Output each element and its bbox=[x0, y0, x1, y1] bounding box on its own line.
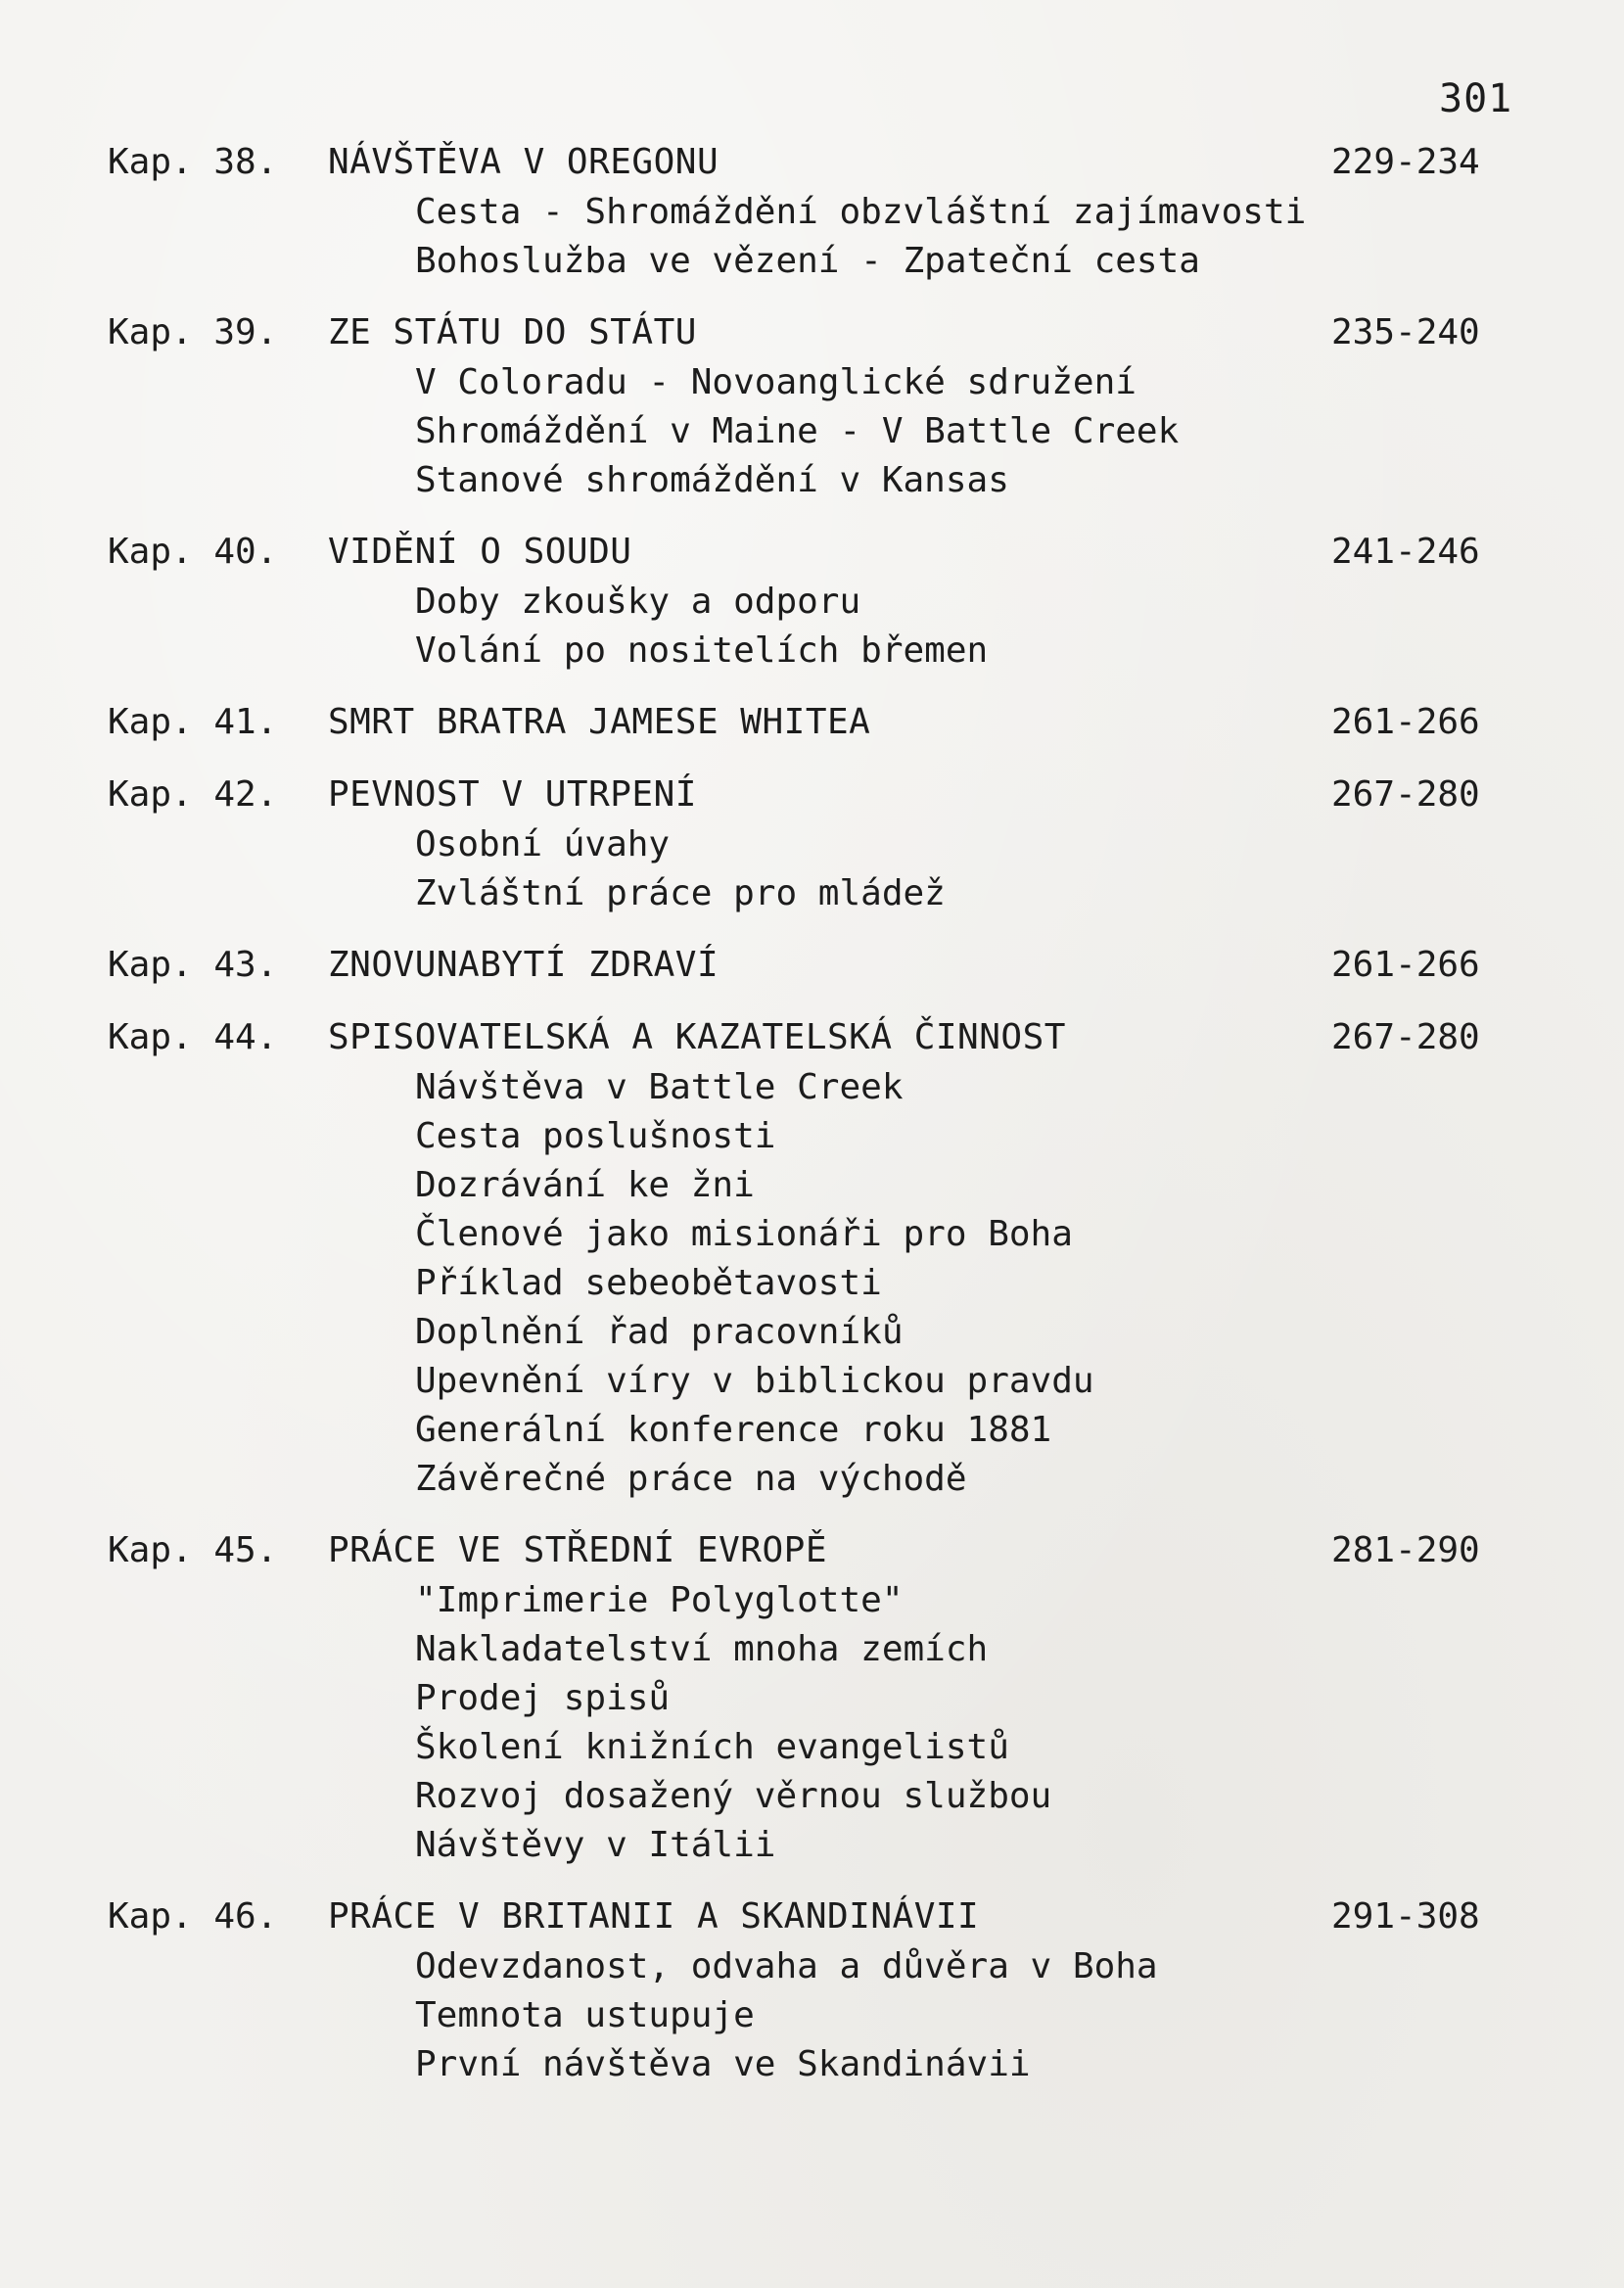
subsection-item: Generální konference roku 1881 bbox=[415, 1410, 1052, 1450]
subsection-item: Příklad sebeobětavosti bbox=[415, 1263, 882, 1303]
subsection-item: Zvláštní práce pro mládež bbox=[415, 873, 946, 913]
chapter-title: PRÁCE V BRITANII A SKANDINÁVII bbox=[328, 1896, 980, 1937]
page-range: 267-280 bbox=[1331, 774, 1480, 815]
toc-entry bbox=[108, 527, 1498, 676]
page-range: 229-234 bbox=[1331, 142, 1480, 182]
subsection-item: Odevzdanost, odvaha a důvěra v Boha bbox=[415, 1946, 1158, 1986]
toc-entry bbox=[108, 1012, 1498, 1504]
subsection-item: Temnota ustupuje bbox=[415, 1995, 755, 2035]
chapter-number: Kap. 45. bbox=[108, 1530, 278, 1570]
chapter-number: Kap. 38. bbox=[108, 142, 278, 182]
subsection-item: Školení knižních evangelistů bbox=[415, 1727, 1009, 1767]
chapter-title: PEVNOST V UTRPENÍ bbox=[328, 774, 697, 815]
subsection-list bbox=[108, 578, 1498, 676]
subsection-item: První návštěva ve Skandinávii bbox=[415, 2044, 1031, 2084]
subsection-list bbox=[108, 1063, 1498, 1504]
toc-entry bbox=[108, 697, 1498, 748]
chapter-row bbox=[108, 1525, 1498, 1576]
page-range: 241-246 bbox=[1331, 532, 1480, 572]
chapter-number: Kap. 44. bbox=[108, 1017, 278, 1057]
chapter-row bbox=[108, 307, 1498, 358]
chapter-row bbox=[108, 1891, 1498, 1942]
chapter-row bbox=[108, 137, 1498, 188]
toc-entry bbox=[108, 137, 1498, 286]
subsection-item: Nakladatelství mnoha zemích bbox=[415, 1629, 989, 1669]
subsection-list bbox=[108, 188, 1498, 286]
subsection-item: Dozrávání ke žni bbox=[415, 1165, 755, 1205]
chapter-number: Kap. 46. bbox=[108, 1896, 278, 1937]
chapter-row bbox=[108, 1012, 1498, 1063]
chapter-title: SMRT BRATRA JAMESE WHITEA bbox=[328, 702, 871, 742]
chapter-number: Kap. 39. bbox=[108, 312, 278, 352]
subsection-item: Doby zkoušky a odporu bbox=[415, 582, 861, 622]
page-range: 261-266 bbox=[1331, 945, 1480, 985]
subsection-list bbox=[108, 358, 1498, 505]
subsection-item: Upevnění víry v biblickou pravdu bbox=[415, 1361, 1094, 1401]
subsection-item: Cesta - Shromáždění obzvláštní zajímavosti bbox=[415, 192, 1307, 232]
chapter-number: Kap. 42. bbox=[108, 774, 278, 815]
subsection-item: Závěrečné práce na východě bbox=[415, 1459, 967, 1499]
chapter-title: ZE STÁTU DO STÁTU bbox=[328, 312, 697, 352]
page-range: 281-290 bbox=[1331, 1530, 1480, 1570]
chapter-number: Kap. 41. bbox=[108, 702, 278, 742]
chapter-number: Kap. 43. bbox=[108, 945, 278, 985]
chapter-title: SPISOVATELSKÁ A KAZATELSKÁ ČINNOST bbox=[328, 1017, 1066, 1057]
toc-entry bbox=[108, 1525, 1498, 1870]
chapter-row bbox=[108, 940, 1498, 991]
page-range: 291-308 bbox=[1331, 1896, 1480, 1937]
toc-entry bbox=[108, 770, 1498, 918]
subsection-item: Bohoslužba ve vězení - Zpateční cesta bbox=[415, 241, 1200, 281]
chapter-row bbox=[108, 770, 1498, 820]
subsection-item: Cesta poslušnosti bbox=[415, 1116, 776, 1156]
page-number: 301 bbox=[1439, 76, 1513, 121]
chapter-row bbox=[108, 697, 1498, 748]
subsection-item: Shromáždění v Maine - V Battle Creek bbox=[415, 411, 1180, 451]
page-range: 261-266 bbox=[1331, 702, 1480, 742]
chapter-title: ZNOVUNABYTÍ ZDRAVÍ bbox=[328, 945, 719, 985]
chapter-title: NÁVŠTĚVA V OREGONU bbox=[328, 142, 719, 182]
subsection-list bbox=[108, 1576, 1498, 1870]
table-of-contents bbox=[108, 137, 1498, 2111]
toc-entry bbox=[108, 940, 1498, 991]
subsection-item: Rozvoj dosažený věrnou službou bbox=[415, 1776, 1052, 1816]
subsection-item: Návštěvy v Itálii bbox=[415, 1825, 776, 1865]
subsection-item: Osobní úvahy bbox=[415, 824, 671, 864]
chapter-number: Kap. 40. bbox=[108, 532, 278, 572]
subsection-item: Návštěva v Battle Creek bbox=[415, 1067, 904, 1107]
subsection-item: Volání po nositelích břemen bbox=[415, 630, 989, 671]
subsection-item: "Imprimerie Polyglotte" bbox=[415, 1580, 904, 1620]
page-range: 267-280 bbox=[1331, 1017, 1480, 1057]
subsection-list bbox=[108, 820, 1498, 918]
subsection-item: Prodej spisů bbox=[415, 1678, 671, 1718]
chapter-title: VIDĚNÍ O SOUDU bbox=[328, 532, 632, 572]
subsection-item: Členové jako misionáři pro Boha bbox=[415, 1214, 1073, 1254]
subsection-item: Doplnění řad pracovníků bbox=[415, 1312, 904, 1352]
subsection-list bbox=[108, 1942, 1498, 2089]
toc-entry bbox=[108, 307, 1498, 505]
subsection-item: Stanové shromáždění v Kansas bbox=[415, 460, 1009, 500]
page-range: 235-240 bbox=[1331, 312, 1480, 352]
chapter-row bbox=[108, 527, 1498, 578]
subsection-item: V Coloradu - Novoanglické sdružení bbox=[415, 362, 1137, 402]
toc-entry bbox=[108, 1891, 1498, 2089]
chapter-title: PRÁCE VE STŘEDNÍ EVROPĚ bbox=[328, 1530, 827, 1570]
